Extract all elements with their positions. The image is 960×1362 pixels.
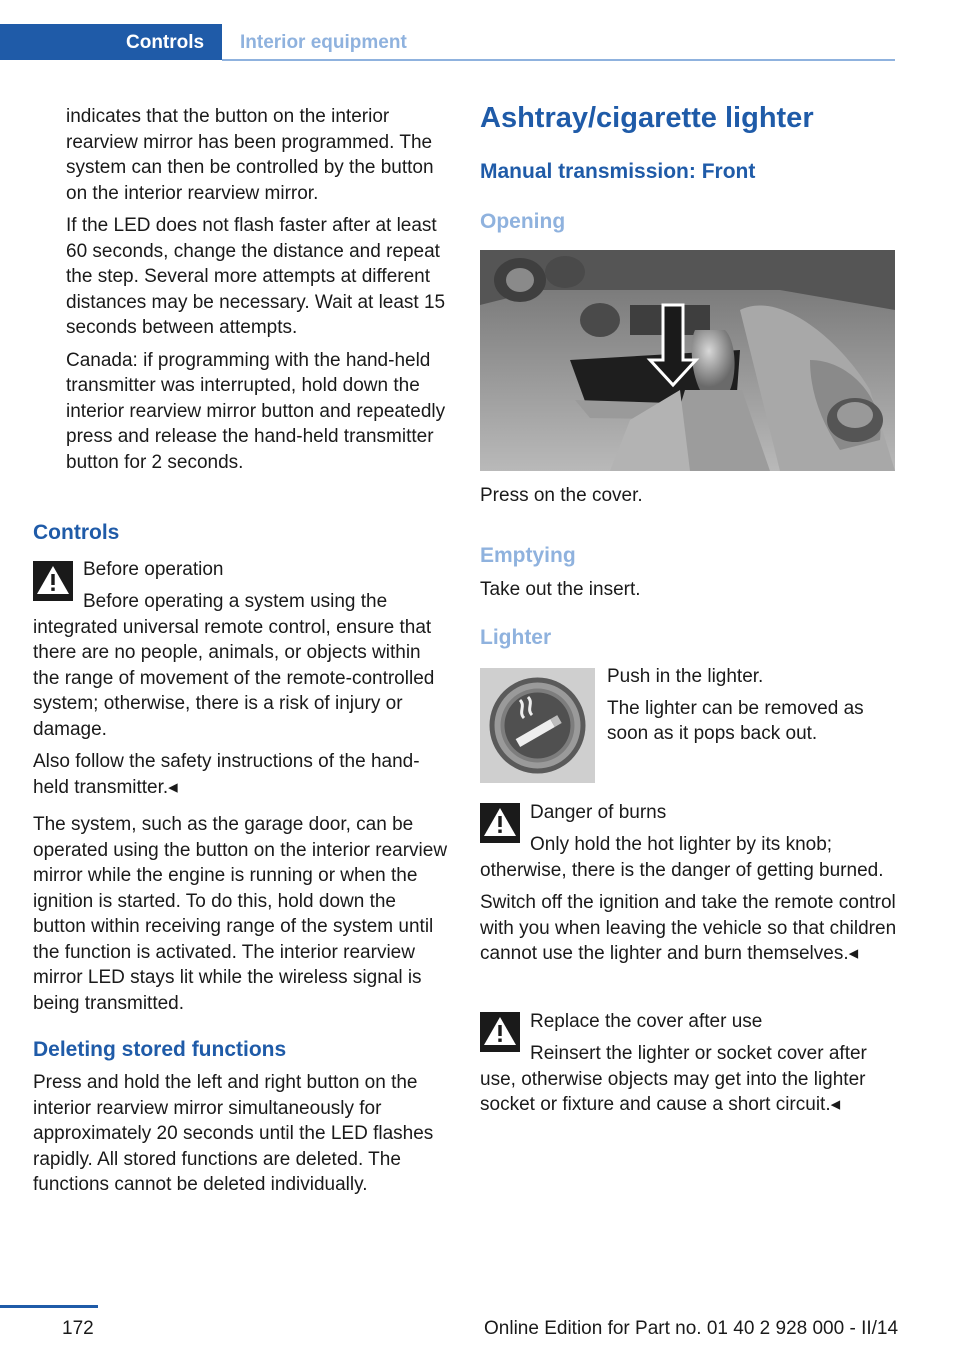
warning-block-burns [480,832,898,967]
page-number: 172 [62,1318,94,1339]
controls-heading: Controls [33,521,120,544]
opening-heading: Opening [480,210,566,233]
deleting-block [33,1070,451,1198]
switch-off-paragraph: Switch off the ignition and take the remote control with you when leaving the vehicle so that children cannot use the lighter and burn themselves.◂ [480,892,897,964]
edition-text: Online Edition for Part no. 01 40 2 928 000 - II/14 [484,1318,899,1339]
intro-paragraph-1: indicates that the button on the interior rearview mirror has been programmed. The system can then be controlled by the button on the interior rearview mirror. [66,106,434,204]
warning-title-danger-of-burns: Danger of burns [530,802,667,823]
emptying-text: Take out the insert. [480,579,641,600]
warning-title-before-operation: Before operation [83,559,224,580]
footer-rule [0,1305,98,1308]
warning-title-replace-cover: Replace the cover after use [530,1011,763,1032]
header-tab-controls-label: Controls [126,32,205,53]
lighter-text-block [607,664,897,747]
lighter-image [480,668,595,783]
lighter-heading: Lighter [480,626,552,649]
warning-body-replace-cover: Reinsert the lighter or socket cover after use, otherwise objects may get into the lighter socket or fixture and cause a short circuit.◂ [480,1043,867,1115]
system-paragraph: The system, such as the garage door, can be operated using the button on the interior rearview mirror while the engine is running or when the ignition is started. To do this, hold down the button within receiving range of the system until the function is activated. The interior rearview mirror LED stays lit while the wireless signal is being transmitted. [33,814,448,1014]
warning-body-burns: Only hold the hot lighter by its knob; otherwise, there is the danger of getting burned. [480,834,884,881]
intro-paragraph-2: If the LED does not flash faster after at least 60 seconds, change the distance and repeat the step. Several more attempts at different distances may be necessary. Wait at least 15 seconds between attempts. [66,215,446,338]
press-cover-text: Press on the cover. [480,485,643,506]
warning-follow-text: Also follow the safety instructions of the hand-held transmitter.◂ [33,751,420,798]
warning-block-before-operation [33,589,451,1016]
deleting-paragraph: Press and hold the left and right button on the interior rearview mirror simultaneously for approximately 20 seconds until the LED flashes rapidly. All stored functions are deleted. The functions cannot be deleted individually. [33,1072,434,1195]
ashtray-console-image [480,250,895,471]
header-rule [222,59,895,61]
ashtray-title: Ashtray/cigarette lighter [480,102,814,134]
emptying-heading: Emptying [480,544,576,567]
manual-transmission-subtitle: Manual transmission: Front [480,160,756,183]
lighter-text-1: Push in the lighter. [607,666,764,687]
header-tab-controls [0,24,222,60]
header-tab-interior-equipment: Interior equipment [240,32,407,53]
intro-paragraph-3: Canada: if programming with the hand-held transmitter was interrupted, hold down the interior rearview mirror button and repeatedly press and release the hand-held transmitter button for 2 seconds. [66,349,446,473]
warning-block-replace-cover [480,1041,898,1118]
intro-block [66,104,450,475]
warning-body-before-operation: Before operating a system using the integrated universal remote control, ensure that there are no people, animals, or objects within the range of movement of the remote-controlled system; otherwise, there is a risk of injury or damage. [33,591,435,740]
deleting-stored-functions-heading: Deleting stored functions [33,1038,287,1061]
lighter-text-2: The lighter can be removed as soon as it pops back out. [607,697,864,744]
